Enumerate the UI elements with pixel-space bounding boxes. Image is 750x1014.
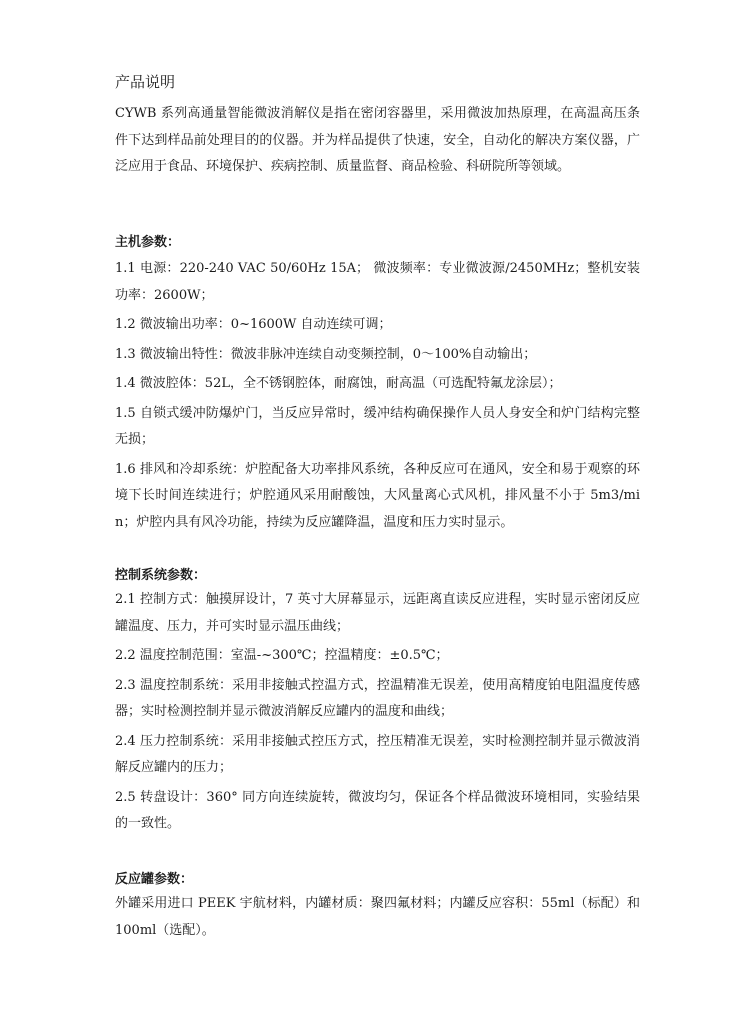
intro-section xyxy=(115,72,640,92)
vessel-paragraph: 外罐采用进口 PEEK 宇航材料，内罐材质：聚四氟材料；内罐反应容积：55ml（标配）和 100ml（选配）。 xyxy=(115,896,640,938)
list-item: 2.5 转盘设计：360° 同方向连续旋转，微波均匀，保证各个样品微波环境相同，实验结果的一致性。 xyxy=(115,789,640,831)
list-item: 2.3 温度控制系统：采用非接触式控温方式，控温精准无误差，使用高精度铂电阻温度传感器；实时检测控制并显示微波消解反应罐内的温度和曲线； xyxy=(115,677,640,719)
host-params-section xyxy=(115,233,640,253)
host-params-list xyxy=(115,256,640,536)
list-item: 1.3 微波输出特性：微波非脉冲连续自动变频控制，0～100%自动输出； xyxy=(115,346,537,362)
control-params-list xyxy=(115,587,640,838)
intro-paragraph: CYWB 系列高通量智能微波消解仪是指在密闭容器里，采用微波加热原理，在高温高压条件下达到样品前处理目的的仪器。并为样品提供了快速，安全，自动化的解决方案仪器，广泛应用于食品、环境保护、疾病控制、质量监督、商品检验、科研院所等领域。 xyxy=(115,106,640,174)
list-item: 1.5 自锁式缓冲防爆炉门，当反应异常时，缓冲结构确保操作人员人身安全和炉门结构完整无损； xyxy=(115,405,640,447)
list-item: 2.1 控制方式：触摸屏设计，7 英寸大屏幕显示，远距离直读反应进程，实时显示密闭反应罐温度、压力，并可实时显示温压曲线； xyxy=(115,592,640,634)
vessel-paragraph-wrap xyxy=(115,891,640,944)
list-item: 1.1 电源：220-240 VAC 50/60Hz 15A； 微波频率：专业微波源/2450MHz；整机安装功率：2600W； xyxy=(115,261,640,303)
host-params-heading: 主机参数： xyxy=(115,235,181,250)
intro-paragraph-wrap xyxy=(115,101,640,181)
list-item: 1.2 微波输出功率：0~1600W 自动连续可调； xyxy=(115,317,392,332)
list-item: 1.6 排风和冷却系统：炉腔配备大功率排风系统，各种反应可在通风，安全和易于观察的环境下长时间连续进行；炉腔通风采用耐酸蚀，大风量离心式风机，排风量不小于 5m3/min；炉腔内具有风冷功能，持续为反应罐降温，温度和压力实时显示。 xyxy=(115,461,640,530)
control-params-heading: 控制系统参数： xyxy=(115,568,207,583)
list-item: 1.4 微波腔体：52L，全不锈钢腔体，耐腐蚀，耐高温（可选配特氟龙涂层）； xyxy=(115,376,562,391)
control-params-section xyxy=(115,566,640,586)
page-title: 产品说明 xyxy=(115,73,176,91)
vessel-params-section xyxy=(115,870,640,890)
list-item: 2.2 温度控制范围：室温-~300℃；控温精度：±0.5℃； xyxy=(115,648,449,663)
list-item: 2.4 压力控制系统：采用非接触式控压方式，控压精准无误差，实时检测控制并显示微波消解反应罐内的压力； xyxy=(115,733,640,775)
vessel-params-heading: 反应罐参数： xyxy=(115,872,194,887)
